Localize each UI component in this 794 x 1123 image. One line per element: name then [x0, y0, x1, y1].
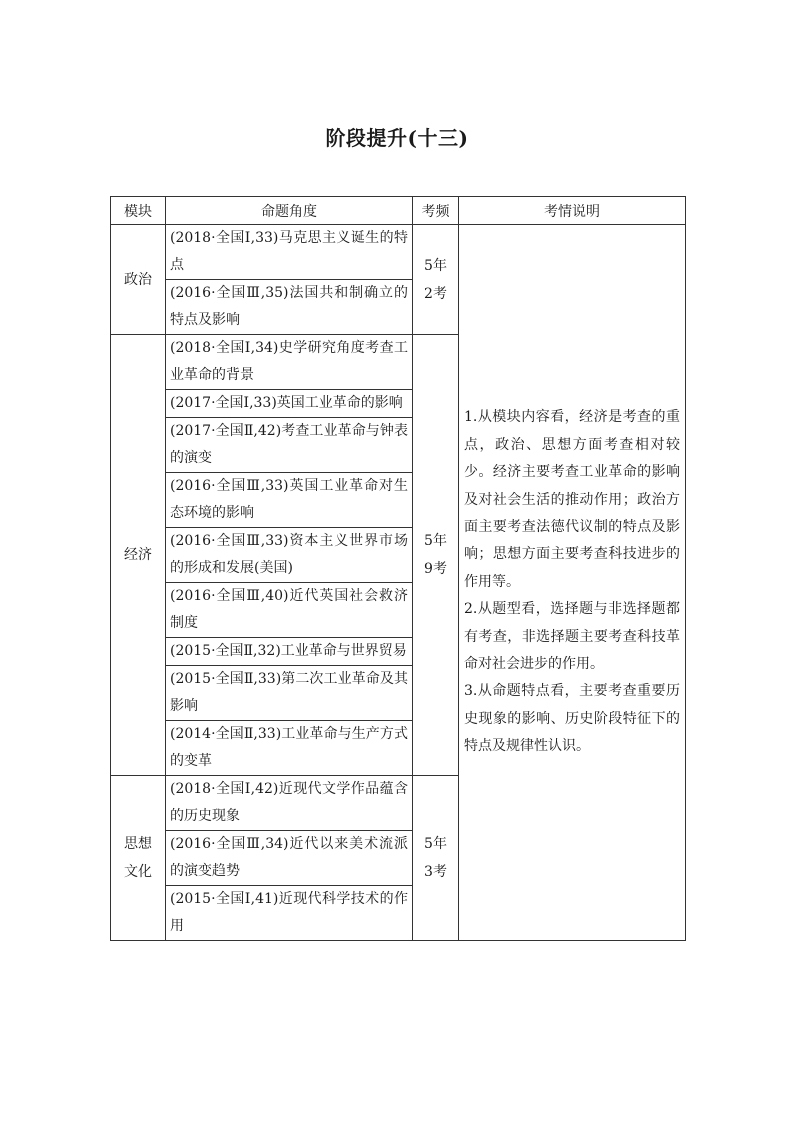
topic-cell: (2018·全国Ⅰ,34)史学研究角度考查工业革命的背景	[166, 335, 413, 390]
topic-cell: (2018·全国Ⅰ,42)近现代文学作品蕴含的历史现象	[166, 776, 413, 831]
topic-cell: (2014·全国Ⅱ,33)工业革命与生产方式的变革	[166, 721, 413, 776]
topic-cell: (2016·全国Ⅲ,34)近代以来美术流派的演变趋势	[166, 831, 413, 886]
module-cell: 经济	[111, 335, 166, 776]
description-paragraph: 3.从命题特点看，主要考查重要历史现象的影响、历史阶段特征下的特点及规律性认识。	[464, 683, 680, 755]
topic-cell: (2018·全国Ⅰ,33)马克思主义诞生的特点	[166, 225, 413, 280]
topic-cell: (2017·全国Ⅱ,42)考查工业革命与钟表的演变	[166, 418, 413, 473]
header-description: 考情说明	[459, 197, 686, 225]
topic-cell: (2016·全国Ⅲ,40)近代英国社会救济制度	[166, 583, 413, 638]
exam-analysis-table	[110, 196, 686, 941]
table-row	[111, 225, 686, 280]
topic-cell: (2016·全国Ⅲ,33)资本主义世界市场的形成和发展(美国)	[166, 528, 413, 583]
description-cell	[459, 225, 686, 941]
frequency-cell: 5年 2考	[413, 225, 459, 335]
topic-cell: (2015·全国Ⅰ,41)近现代科学技术的作用	[166, 886, 413, 941]
header-topic: 命题角度	[166, 197, 413, 225]
topic-cell: (2016·全国Ⅲ,33)英国工业革命对生态环境的影响	[166, 473, 413, 528]
topic-cell: (2017·全国Ⅰ,33)英国工业革命的影响	[166, 390, 413, 418]
module-cell: 思想 文化	[111, 776, 166, 941]
topic-cell: (2016·全国Ⅲ,35)法国共和制确立的特点及影响	[166, 280, 413, 335]
frequency-cell: 5年 3考	[413, 776, 459, 941]
page-title: 阶段提升(十三)	[325, 126, 469, 150]
topic-cell: (2015·全国Ⅱ,33)第二次工业革命及其影响	[166, 666, 413, 721]
topic-cell: (2015·全国Ⅱ,32)工业革命与世界贸易	[166, 638, 413, 666]
header-frequency: 考频	[413, 197, 459, 225]
description-paragraph: 2.从题型看，选择题与非选择题都有考查，非选择题主要考查科技革命对社会进步的作用。	[464, 601, 680, 673]
frequency-cell: 5年 9考	[413, 335, 459, 776]
header-module: 模块	[111, 197, 166, 225]
description-paragraph: 1.从模块内容看，经济是考查的重点，政治、思想方面考查相对较少。经济主要考查工业革命的影响及对社会生活的推动作用；政治方面主要考查法德代议制的特点及影响；思想方面主要考查科技进步的作用等。	[464, 409, 680, 590]
table-header-row	[111, 197, 686, 225]
module-cell: 政治	[111, 225, 166, 335]
